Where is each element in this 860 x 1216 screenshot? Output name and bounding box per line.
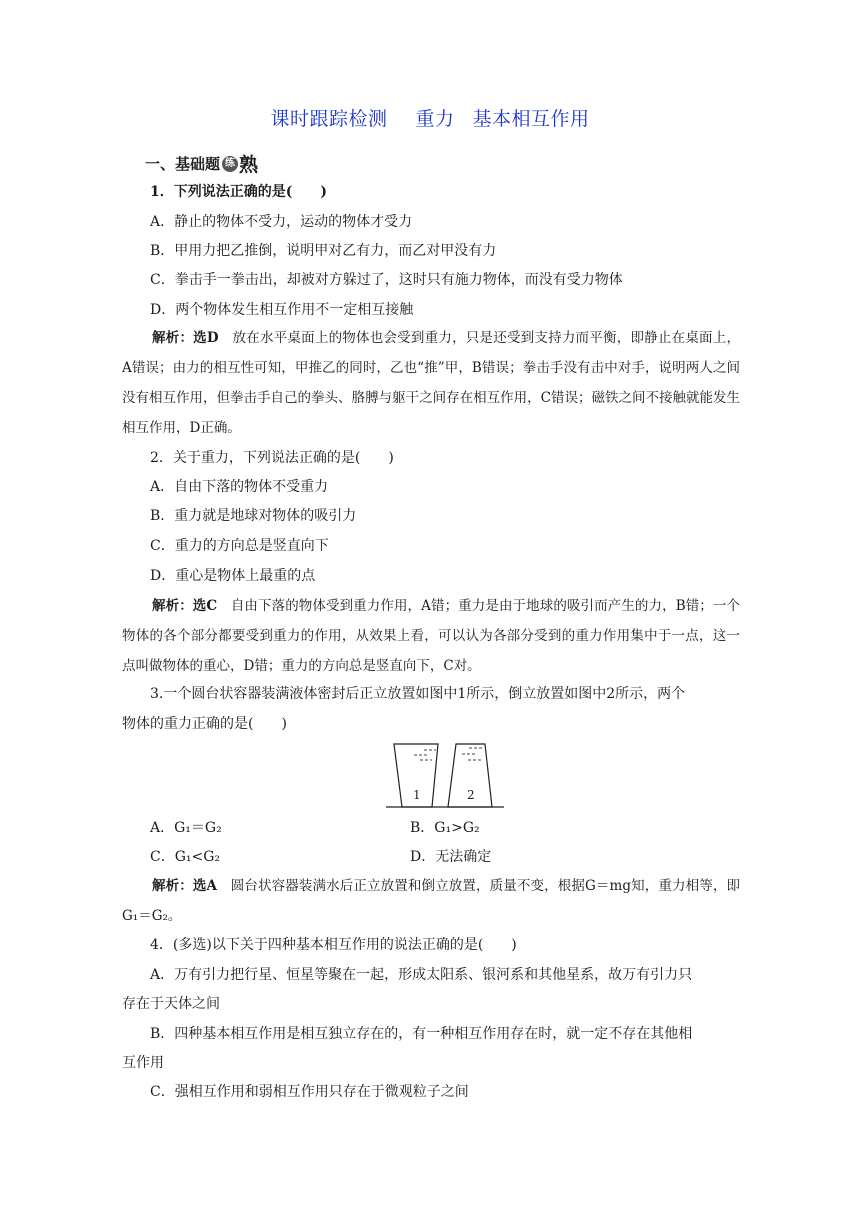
q3-option-b: B．G₁>G₂ (410, 820, 480, 836)
q3-stem-line-2: 物体的重力正确的是( ) (122, 716, 287, 732)
q2-option-b: B．重力就是地球对物体的吸引力 (150, 508, 357, 524)
page-title (0, 104, 860, 131)
q3-analysis (122, 871, 740, 931)
q1-analysis (122, 323, 740, 443)
q4-stem: 4．(多选)以下关于四种基本相互作用的说法正确的是( ) (150, 937, 517, 953)
q1-option-d: D．两个物体发生相互作用不一定相互接触 (150, 302, 414, 318)
q4-option-b-line-2: 互作用 (122, 1055, 164, 1071)
q4-option-a-line-2: 存在于天体之间 (122, 996, 220, 1012)
title-part-2: 重力 (415, 108, 455, 130)
title-part-3: 基本相互作用 (472, 108, 590, 130)
q4-option-c: C．强相互作用和弱相互作用只存在于微观粒子之间 (150, 1084, 469, 1100)
q1-stem: 1．下列说法正确的是( ) (150, 184, 327, 200)
q3-option-c: C．G₁<G₂ (150, 849, 221, 865)
q3-analysis-text: 圆台状容器装满水后正立放置和倒立放置，质量不变，根据G＝mg知，重力相等，即G₁＝G₂。 (122, 878, 740, 924)
q1-option-a: A．静止的物体不受力，运动的物体才受力 (150, 214, 413, 230)
title-part-1: 课时跟踪检测 (270, 108, 388, 130)
q4-option-b-line-1: B．四种基本相互作用是相互独立存在的，有一种相互作用存在时，就一定不存在其他相 (150, 1026, 693, 1042)
container-figure (386, 740, 506, 810)
section-heading (145, 150, 258, 177)
q1-option-c: C．拳击手一拳击出，却被对方躲过了，这时只有施力物体，而没有受力物体 (150, 272, 623, 288)
section-badge: 练 (222, 156, 238, 172)
q2-analysis-label: 解析：选C (152, 598, 218, 614)
q1-option-b: B．甲用力把乙推倒，说明甲对乙有力，而乙对甲没有力 (150, 243, 497, 259)
section-label: 一、基础题 (145, 155, 221, 173)
figure-label-1: 1 (413, 788, 421, 802)
q2-option-c: C．重力的方向总是竖直向下 (150, 538, 329, 554)
q3-analysis-label: 解析：选A (152, 878, 217, 894)
q2-analysis-text: 自由下落的物体受到重力作用，A错；重力是由于地球的吸引而产生的力，B错；一个物体的各个部分都要受到重力的作用，从效果上看，可以认为各部分受到的重力作用集中于一点，这一点叫做物体的重心，D错；重力的方向总是竖直向下，C对。 (122, 598, 740, 674)
q1-analysis-text: 放在水平桌面上的物体也会受到重力，只是还受到支持力而平衡，即静止在桌面上，A错误；由力的相互性可知，甲推乙的同时，乙也“推”甲，B错误；拳击手没有击中对手，说明两人之间没有相互作用，但拳击手自己的拳头、胳膊与躯干之间存在相互作用，C错误；磁铁之间不接触就能发生相互作用，D正确。 (122, 330, 740, 436)
q3-option-d: D．无法确定 (410, 849, 492, 865)
figure-label-2: 2 (467, 788, 475, 802)
q2-option-d: D．重心是物体上最重的点 (150, 568, 316, 584)
section-big-char: 熟 (239, 154, 259, 176)
q2-analysis (122, 591, 740, 681)
q4-option-a-line-1: A．万有引力把行星、恒星等聚在一起，形成太阳系、银河系和其他星系，故万有引力只 (150, 967, 693, 983)
q3-option-a: A．G₁＝G₂ (150, 820, 222, 836)
q1-analysis-label: 解析：选D (152, 330, 219, 346)
q2-stem: 2．关于重力，下列说法正确的是( ) (150, 450, 394, 466)
q2-option-a: A．自由下落的物体不受重力 (150, 479, 329, 495)
q3-stem-line-1: 3.一个圆台状容器装满液体密封后正立放置如图中1所示，倒立放置如图中2所示，两个 (150, 686, 686, 702)
